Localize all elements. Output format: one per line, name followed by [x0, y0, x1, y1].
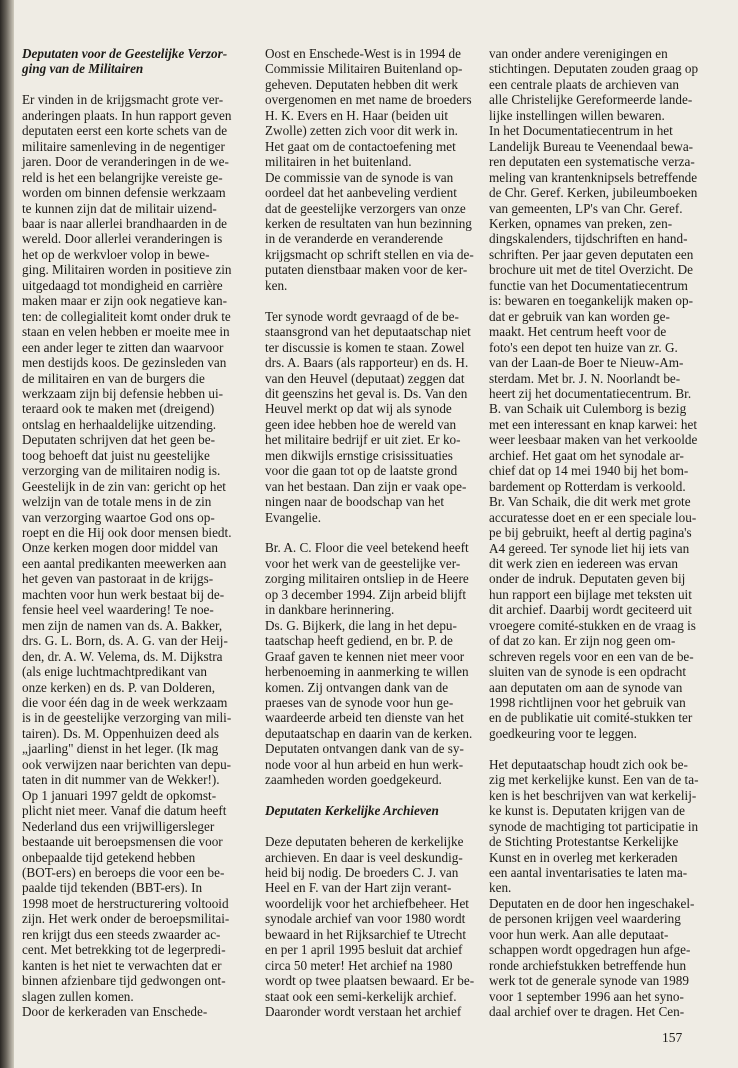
text-column-2: [265, 46, 481, 1035]
text-column-1: [22, 46, 238, 1035]
paragraph: van onder andere verenigingen en stichtingen. Deputaten zouden graag op een centrale plaats de archieven van alle Christelijke Gereformeerde lande- lijke instellingen willen bewaren. In het Documentatiecentrum in het Landelijk Bureau te Veenendaal bewa- ren deputaten een systematische verza- meling van krantenknipsels betreffende de Chr. Geref. Kerken, jubileumboeken van gemeenten, LP's van Chr. Geref. Kerken, opnames van preken, zen- dingskalenders, tijdschriften en hand- schriften. Per jaar geven deputaten een brochure uit met de titel Overzicht. De functie van het Documentatiecentrum is: bewaren en toegankelijk maken op- dat er gebruik van kan worden ge- maakt. Het centrum heeft voor de foto's een depot ten huize van zr. G. van der Laan-de Boer te Nieuw-Am- sterdam. Met br. J. N. Noorlandt be- heert zij het documentatiecentrum. Br. B. van Schaik uit Culemborg is bezig met een interessant en knap karwei: het weer leesbaar maken van het verkoolde archief. Het gaat om het synodale ar- chief dat op 14 mei 1940 bij het bom- bardement op Rotterdam is verkoold. Br. Van Schaik, die dit werk met grote accuratesse doet en er een speciale lou- pe bij gebruikt, heeft al dertig pagina's A4 gereed. Ter synode liet hij iets van dit werk zien en iedereen was ervan onder de indruk. Deputaten geven bij hun rapport een bijlage met teksten uit dit archief. Daarbij wordt geciteerd uit vroegere comité-stukken en de vraag is of dat zo kan. Er zijn nog geen om- schreven regels voor en een van de be- sluiten van de synode is een opdracht aan deputaten om aan de synode van 1998 richtlijnen voor het gebruik van en de publikatie uit comité-stukken ter goedkeuring voor te leggen.: [489, 46, 699, 741]
paragraph: Br. A. C. Floor die veel betekend heeft voor het werk van de geestelijke ver- zorging militairen ontsliep in de Heere op 3 december 1994. Zijn arbeid blijft in dankbare herinnering. Ds. G. Bijkerk, die lang in het depu- taatschap heeft gediend, en br. P. de Graaf gaven te kennen niet meer voor herbenoeming in aanmerking te willen komen. Zij ontvangen dank van de praeses van de synode voor hun ge- waardeerde arbeid ten dienste van het deputaatschap en daarin van de kerken. Deputaten ontvangen dank van de sy- node voor al hun arbeid en hun werk- zaamheden worden goedgekeurd.: [265, 540, 473, 788]
paragraph: Er vinden in de krijgsmacht grote ver- anderingen plaats. In hun rapport geven deputaten eerst een korte schets van de militaire samenleving in de negentiger jaren. Door de veranderingen in de we- reld is het een belangrijke vereiste ge- worden om binnen defensie werkzaam te kunnen zijn dat de militair uizend- baar is naar allerlei brandhaarden in de wereld. Door allerlei veranderingen is het op de werkvloer volop in bewe- ging. Militairen worden in positieve zin uitgedaagd tot mondigheid en carrière maken maar er zijn ook negatieve kan- ten: de collegialiteit komt onder druk te staan en velen hebben er moeite mee in een ander leger te zitten dan waarvoor men destijds koos. De gezinsleden van de militairen en van de burgers die werkzaam zijn bij defensie hebben ui- teraard ook te maken met (dreigend) ontslag en herhaaldelijke uitzending. Deputaten schrijven dat het geen be- toog behoeft dat juist nu geestelijke verzorging van de militairen nodig is. Geestelijk in de zin van: gericht op het welzijn van de totale mens in de zin van verzorging waartoe God ons op- roept en die Hij ook door mensen biedt. Onze kerken mogen door middel van een aantal predikanten meewerken aan het geven van pastoraat in de krijgs- machten voor hun werk bestaat bij de- fensie heel veel waardering! Te noe- men zijn de namen van ds. A. Bakker, drs. G. L. Born, ds. A. G. van der Heij- den, dr. A. W. Velema, ds. M. Dijkstra (als enige luchtmachtpredikant van onze kerken) en ds. P. van Dolderen, die voor één dag in de week werkzaam is in de geestelijke verzorging van mili- tairen). Ds. M. Oppenhuizen deed als „jaarling" dienst in het leger. (Ik mag ook verwijzen naar berichten van depu- taten in dit nummer van de Wekker!). Op 1 januari 1997 geldt de opkomst- plicht niet meer. Vanaf die datum heeft Nederland dus een vrijwilligersleger bestaande uit beroepsmensen die voor onbepaalde tijd getekend hebben (BOT-ers) en beroeps die voor een be- paalde tijd tekenden (BBT-ers). In 1998 moet de herstructurering voltooid zijn. Het werk onder de beroepsmilitai- ren krijgt dus een steeds zwaarder ac- cent. Met betrekking tot de legerpredi- kanten is het niet te verwachten dat er binnen afzienbare tijd gedwongen ont- slagen zullen komen. Door de kerkeraden van Enschede-: [22, 92, 232, 1020]
paragraph: Deze deputaten beheren de kerkelijke archieven. En daar is veel deskundig- heid bij nodig. De broeders C. J. van Heel en F. van der Hart zijn verant- woordelijk voor het archiefbeheer. Het synodale archief van voor 1980 wordt bewaard in het Rijksarchief te Utrecht en per 1 april 1995 besluit dat archief circa 50 meter! Het archief na 1980 wordt op twee plaatsen bewaard. Er be- staat ook een semi-kerkelijk archief. Daaronder wordt verstaan het archief: [265, 834, 475, 1020]
section-heading: Deputaten voor de Geestelijke Verzor- ging van de Militairen: [22, 46, 228, 77]
text-column-3: [489, 46, 714, 1035]
book-spine-shadow: [0, 0, 14, 1068]
page-number: 157: [662, 1030, 683, 1045]
paragraph: Oost en Enschede-West is in 1994 de Commissie Militairen Buitenland op- geheven. Deputaten hebben dit werk overgenomen en met name de broeders H. K. Evers en H. Haar (beiden uit Zwolle) zetten zich voor dit werk in. Het gaat om de contactoefening met militairen in het buitenland. De commissie van de synode is van oordeel dat het aanbeveling verdient dat de geestelijke verzorgers van onze kerken de resultaten van hun bezinning in de veranderde en veranderende krijgsmacht op schrift stellen en via de- putaten dienstbaar maken voor de ker- ken.: [265, 46, 474, 293]
section-heading: Deputaten Kerkelijke Archieven: [265, 803, 439, 819]
paragraph: Het deputaatschap houdt zich ook be- zig met kerkelijke kunst. Een van de ta- ken is het beschrijven van wat kerkelij- ke kunst is. Deputaten krijgen van de synode de machtiging tot participatie in de Stichting Protestantse Kerkelijke Kunst en in overleg met kerkeraden een aantal inventarisaties te laten ma- ken. Deputaten en de door hen ingeschakel- de personen krijgen veel waardering voor hun werk. Aan alle deputaat- schappen wordt opgedragen hun afge- ronde archiefstukken betreffende hun werk tot de generale synode van 1989 voor 1 september 1996 aan het syno- daal archief over te dragen. Het Cen-: [489, 756, 699, 1020]
document-page: [22, 46, 722, 1056]
paragraph: Ter synode wordt gevraagd of de be- staansgrond van het deputaatschap niet ter discussie is komen te staan. Zowel drs. A. Baars (als rapporteur) en ds. H. van den Heuvel (deputaat) zeggen dat dit geenszins het geval is. Ds. Van den Heuvel merkt op dat wij als synode geen idee hebben hoe de wereld van het militaire bedrijf er uit ziet. Er ko- men dikwijls ernstige crisissituaties voor die gaan tot op de laatste grond van het bestaan. Dan zijn er vaak ope- ningen naar de boodschap van het Evangelie.: [265, 308, 471, 525]
